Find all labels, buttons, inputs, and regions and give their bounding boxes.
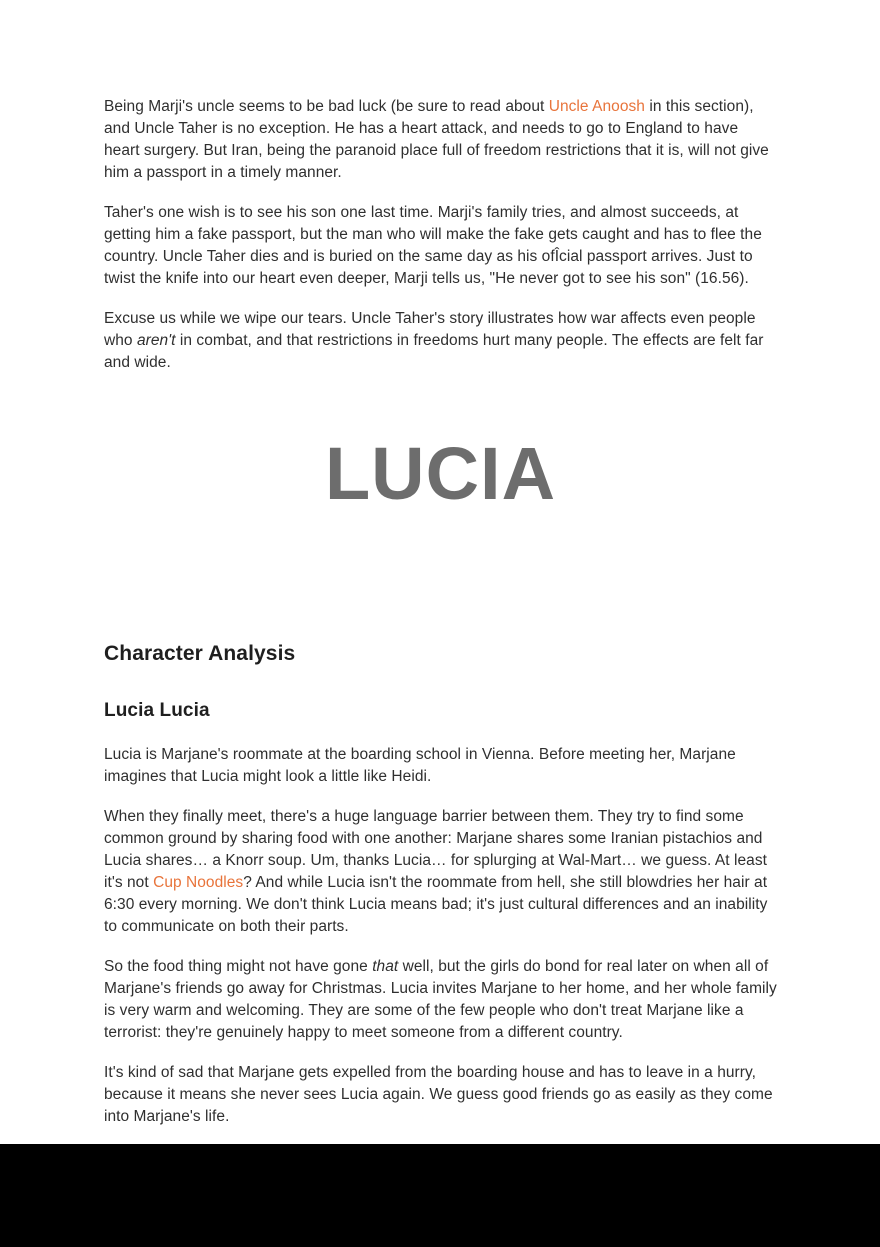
paragraph: Excuse us while we wipe our tears. Uncle Taher's story illustrates how war affects even people who aren't in combat, and that restrictions in freedoms hurt many people. The effects are felt far and wide. xyxy=(104,310,764,371)
footer-bar xyxy=(0,1144,880,1247)
intro-paragraphs xyxy=(104,96,777,374)
paragraph: When they finally meet, there's a huge language barrier between them. They try to find some common ground by sharing food with one another: Marjane shares some Iranian pistachios and Lucia shares… a Knorr soup. Um, thanks Lucia… for splurging at Wal-Mart… we guess. At least it's not Cup Noodles? And while Lucia isn't the roommate from hell, she still blowdries her hair at 6:30 every morning. We don't think Lucia means bad; it's just cultural differences and an inability to communicate on both their parts. xyxy=(104,808,768,935)
paragraph: Lucia is Marjane's roommate at the boarding school in Vienna. Before meeting her, Marjane imagines that Lucia might look a little like Heidi. xyxy=(104,746,736,785)
sub-heading: Lucia Lucia xyxy=(104,700,210,721)
section-banner xyxy=(104,414,777,534)
emphasis-text: aren't xyxy=(136,332,176,349)
body-paragraphs xyxy=(104,744,777,1128)
paragraph: Being Marji's uncle seems to be bad luck (be sure to read about Uncle Anoosh in this section), and Uncle Taher is no exception. He has a heart attack, and needs to go to England to have heart surgery. But Iran, being the paranoid place full of freedom restrictions that it is, will not give him a passport in a timely manner. xyxy=(104,98,769,181)
banner-title: LUCIA xyxy=(324,432,557,515)
inline-link[interactable]: Cup Noodles xyxy=(153,874,244,891)
banner-spacer xyxy=(104,570,777,642)
paragraph: It's kind of sad that Marjane gets expelled from the boarding house and has to leave in a hurry, because it means she never sees Lucia again. We guess good friends go as easily as they come into Marjane's life. xyxy=(104,1064,773,1125)
emphasis-text: that xyxy=(372,958,399,975)
page-title: Character Analysis xyxy=(104,642,296,665)
paragraph: So the food thing might not have gone that well, but the girls do bond for real later on when all of Marjane's friends go away for Christmas. Lucia invites Marjane to her home, and her whole family is very warm and welcoming. They are some of the few people who don't treat Marjane like a terrorist: they're genuinely happy to meet someone from a different country. xyxy=(104,958,777,1041)
article-content xyxy=(104,96,777,1128)
inline-link[interactable]: Uncle Anoosh xyxy=(548,98,645,115)
paragraph: Taher's one wish is to see his son one last time. Marji's family tries, and almost succeeds, at getting him a fake passport, but the man who will make the fake gets caught and has to flee the country. Uncle Taher dies and is buried on the same day as his ofÎcial passport arrives. Just to twist the knife into our heart even deeper, Marji tells us, "He never got to see his son" (16.56). xyxy=(104,204,762,287)
